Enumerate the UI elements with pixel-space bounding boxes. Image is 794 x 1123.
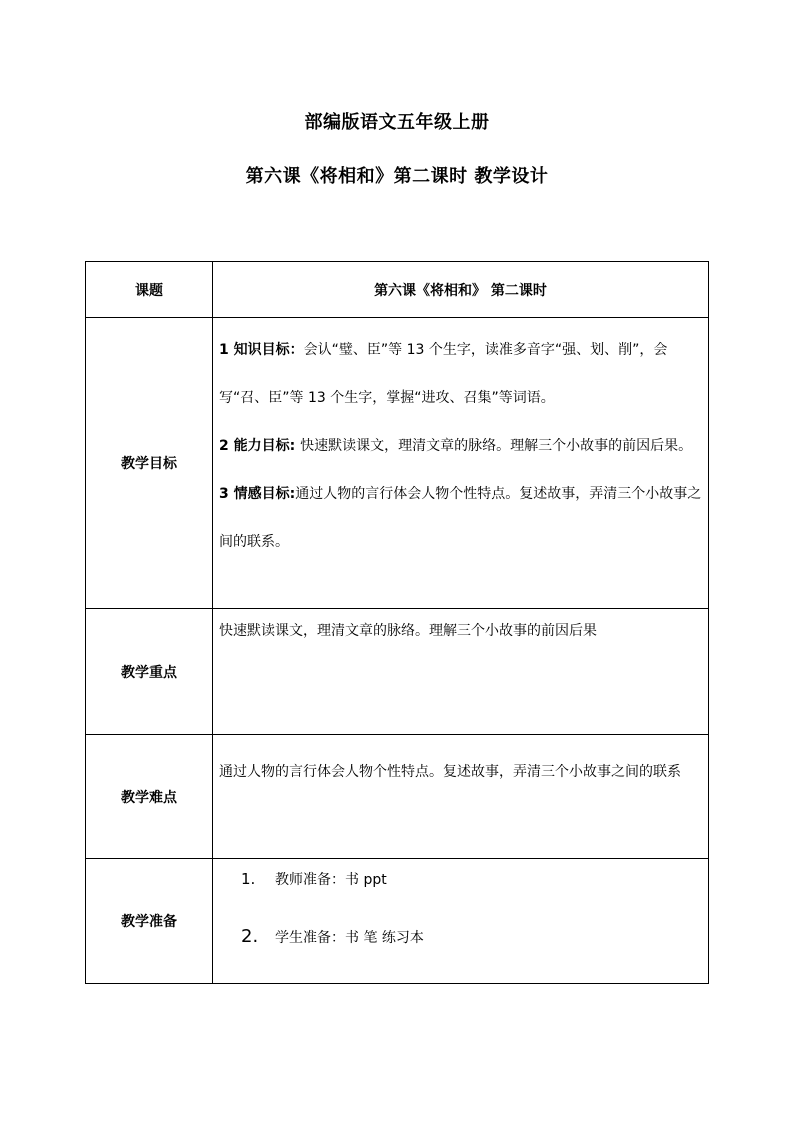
table-row-difficulties — [86, 735, 709, 859]
table-row-goals — [86, 318, 709, 609]
key-points-text: 快速默读课文，理清文章的脉络。理解三个小故事的前因后果 — [219, 623, 597, 639]
list-item — [241, 869, 708, 926]
topic-label: 课题 — [86, 262, 213, 318]
goals-label: 教学目标 — [86, 318, 213, 609]
table-row-topic — [86, 262, 709, 318]
goal-ability — [219, 422, 702, 470]
key-points-label: 教学重点 — [86, 609, 213, 735]
goal-ability-heading: 2 能力目标: — [219, 438, 301, 454]
goal-emotion-heading: 3 情感目标: — [219, 486, 296, 502]
goal-emotion — [219, 470, 702, 566]
preparation-label: 教学准备 — [86, 859, 213, 984]
goal-ability-text: 快速默读课文，理清文章的脉络。理解三个小故事的前因后果。 — [300, 438, 693, 454]
difficulties-label: 教学难点 — [86, 735, 213, 859]
goals-cell — [213, 318, 709, 609]
goal-knowledge-heading: 1 知识目标： — [219, 342, 304, 358]
difficulties-text: 通过人物的言行体会人物个性特点。复述故事，弄清三个小故事之间的联系 — [219, 764, 681, 780]
table-row-preparation — [86, 859, 709, 984]
document-title: 部编版语文五年级上册 — [304, 112, 490, 133]
document-subtitle: 第六课《将相和》第二课时 教学设计 — [245, 166, 549, 187]
list-item-number: 2. — [241, 926, 259, 947]
list-item — [241, 926, 708, 983]
goal-knowledge — [219, 326, 702, 422]
list-item-text: 学生准备：书 笔 练习本 — [275, 930, 424, 946]
list-item-text: 教师准备：书 ppt — [275, 872, 387, 888]
key-points-cell — [213, 609, 709, 735]
goal-emotion-text: 通过人物的言行体会人物个性特点。复述故事，弄清三个小故事之间的联系。 — [219, 486, 702, 550]
topic-value: 第六课《将相和》 第二课时 — [213, 262, 709, 318]
goal-knowledge-text: 会认“璧、臣”等 13 个生字，读准多音字“强、划、削”，会写“召、臣”等 13 个生字，掌握“进攻、召集”等词语。 — [219, 342, 668, 406]
lesson-plan-table — [85, 261, 709, 984]
table-row-key-points — [86, 609, 709, 735]
preparation-cell — [213, 859, 709, 984]
difficulties-cell — [213, 735, 709, 859]
list-item-number: 1. — [241, 870, 256, 888]
